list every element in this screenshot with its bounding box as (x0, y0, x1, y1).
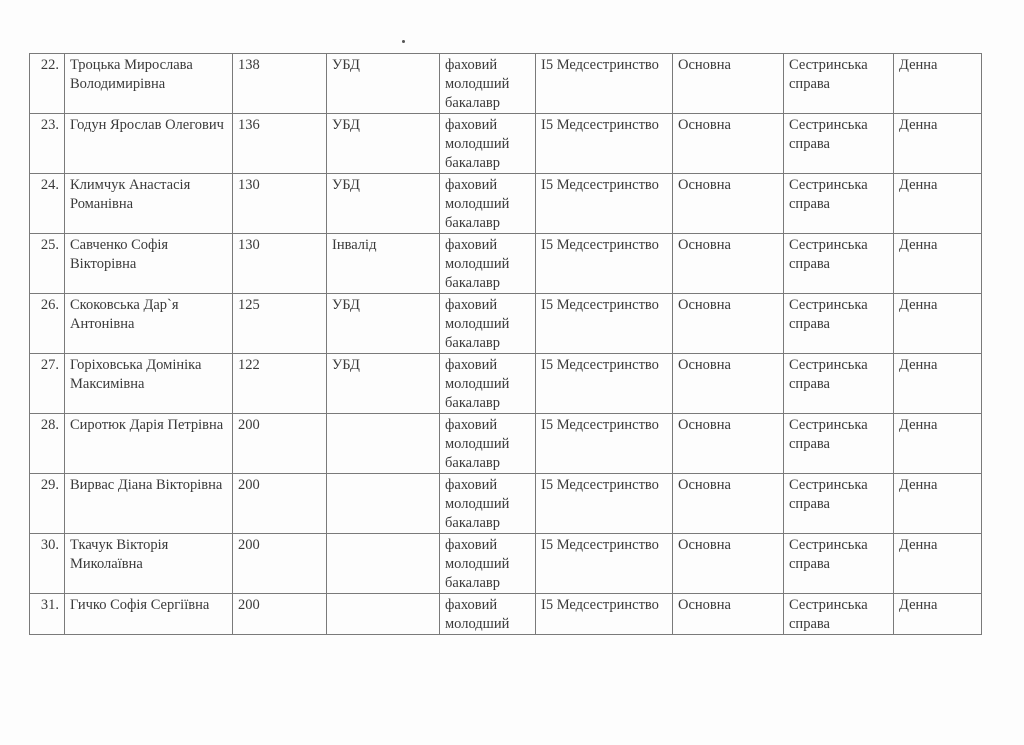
table-row (30, 234, 982, 294)
specialty-cell: I5 Медсестринство (536, 354, 673, 414)
admission-basis-cell: Основна (673, 114, 784, 174)
competition-score-cell: 200 (233, 534, 327, 594)
study-form-cell: Денна (894, 54, 982, 114)
applicant-name-cell: Скоковська Дар`я Антонівна (65, 294, 233, 354)
benefit-category-cell: УБД (327, 174, 440, 234)
applicants-table-body (30, 54, 982, 635)
specialty-cell: I5 Медсестринство (536, 294, 673, 354)
applicant-name-cell: Троцька Мирослава Володимирівна (65, 54, 233, 114)
study-form-cell: Денна (894, 594, 982, 635)
applicant-name-cell: Гичко Софія Сергіївна (65, 594, 233, 635)
education-level-cell: фаховий молодший бакалавр (440, 354, 536, 414)
educational-program-cell: Сестринська справа (784, 534, 894, 594)
educational-program-cell: Сестринська справа (784, 594, 894, 635)
study-form-cell: Денна (894, 174, 982, 234)
educational-program-cell: Сестринська справа (784, 294, 894, 354)
education-level-cell: фаховий молодший бакалавр (440, 534, 536, 594)
benefit-category-cell: УБД (327, 354, 440, 414)
table-row (30, 54, 982, 114)
admission-basis-cell: Основна (673, 594, 784, 635)
admission-basis-cell: Основна (673, 234, 784, 294)
study-form-cell: Денна (894, 114, 982, 174)
education-level-cell: фаховий молодший бакалавр (440, 114, 536, 174)
educational-program-cell: Сестринська справа (784, 174, 894, 234)
education-level-cell: фаховий молодший бакалавр (440, 54, 536, 114)
educational-program-cell: Сестринська справа (784, 414, 894, 474)
row-number-cell: 27. (30, 354, 65, 414)
education-level-cell: фаховий молодший бакалавр (440, 414, 536, 474)
competition-score-cell: 138 (233, 54, 327, 114)
benefit-category-cell (327, 474, 440, 534)
competition-score-cell: 136 (233, 114, 327, 174)
applicant-name-cell: Ткачук Вікторія Миколаївна (65, 534, 233, 594)
benefit-category-cell: Інвалід (327, 234, 440, 294)
scan-speck (402, 40, 405, 43)
specialty-cell: I5 Медсестринство (536, 414, 673, 474)
competition-score-cell: 130 (233, 234, 327, 294)
education-level-cell: фаховий молодший бакалавр (440, 294, 536, 354)
table-row (30, 414, 982, 474)
competition-score-cell: 125 (233, 294, 327, 354)
education-level-cell: фаховий молодший бакалавр (440, 174, 536, 234)
specialty-cell: I5 Медсестринство (536, 594, 673, 635)
benefit-category-cell: УБД (327, 114, 440, 174)
specialty-cell: I5 Медсестринство (536, 54, 673, 114)
specialty-cell: I5 Медсестринство (536, 114, 673, 174)
benefit-category-cell: УБД (327, 54, 440, 114)
benefit-category-cell (327, 594, 440, 635)
table-row (30, 174, 982, 234)
study-form-cell: Денна (894, 354, 982, 414)
competition-score-cell: 122 (233, 354, 327, 414)
row-number-cell: 28. (30, 414, 65, 474)
education-level-cell: фаховий молодший бакалавр (440, 234, 536, 294)
educational-program-cell: Сестринська справа (784, 54, 894, 114)
admission-basis-cell: Основна (673, 354, 784, 414)
applicant-name-cell: Савченко Софія Вікторівна (65, 234, 233, 294)
specialty-cell: I5 Медсестринство (536, 234, 673, 294)
applicant-name-cell: Сиротюк Дарія Петрівна (65, 414, 233, 474)
competition-score-cell: 200 (233, 414, 327, 474)
education-level-cell: фаховий молодший (440, 594, 536, 635)
admission-basis-cell: Основна (673, 294, 784, 354)
row-number-cell: 25. (30, 234, 65, 294)
study-form-cell: Денна (894, 294, 982, 354)
row-number-cell: 30. (30, 534, 65, 594)
table-row (30, 294, 982, 354)
study-form-cell: Денна (894, 414, 982, 474)
row-number-cell: 29. (30, 474, 65, 534)
competition-score-cell: 200 (233, 474, 327, 534)
applicant-name-cell: Климчук Анастасія Романівна (65, 174, 233, 234)
educational-program-cell: Сестринська справа (784, 114, 894, 174)
competition-score-cell: 200 (233, 594, 327, 635)
table-row (30, 114, 982, 174)
row-number-cell: 22. (30, 54, 65, 114)
study-form-cell: Денна (894, 474, 982, 534)
admission-basis-cell: Основна (673, 54, 784, 114)
admission-basis-cell: Основна (673, 474, 784, 534)
row-number-cell: 24. (30, 174, 65, 234)
specialty-cell: I5 Медсестринство (536, 474, 673, 534)
applicant-name-cell: Вирвас Діана Вікторівна (65, 474, 233, 534)
education-level-cell: фаховий молодший бакалавр (440, 474, 536, 534)
table-row (30, 534, 982, 594)
educational-program-cell: Сестринська справа (784, 354, 894, 414)
educational-program-cell: Сестринська справа (784, 474, 894, 534)
applicant-name-cell: Годун Ярослав Олегович (65, 114, 233, 174)
admission-basis-cell: Основна (673, 414, 784, 474)
benefit-category-cell (327, 534, 440, 594)
applicants-table (29, 53, 982, 635)
benefit-category-cell (327, 414, 440, 474)
applicant-name-cell: Горіховська Домініка Максимівна (65, 354, 233, 414)
specialty-cell: I5 Медсестринство (536, 534, 673, 594)
admission-basis-cell: Основна (673, 174, 784, 234)
table-row (30, 474, 982, 534)
table-row (30, 594, 982, 635)
table-row (30, 354, 982, 414)
competition-score-cell: 130 (233, 174, 327, 234)
educational-program-cell: Сестринська справа (784, 234, 894, 294)
benefit-category-cell: УБД (327, 294, 440, 354)
study-form-cell: Денна (894, 234, 982, 294)
specialty-cell: I5 Медсестринство (536, 174, 673, 234)
admission-basis-cell: Основна (673, 534, 784, 594)
row-number-cell: 23. (30, 114, 65, 174)
row-number-cell: 26. (30, 294, 65, 354)
row-number-cell: 31. (30, 594, 65, 635)
study-form-cell: Денна (894, 534, 982, 594)
